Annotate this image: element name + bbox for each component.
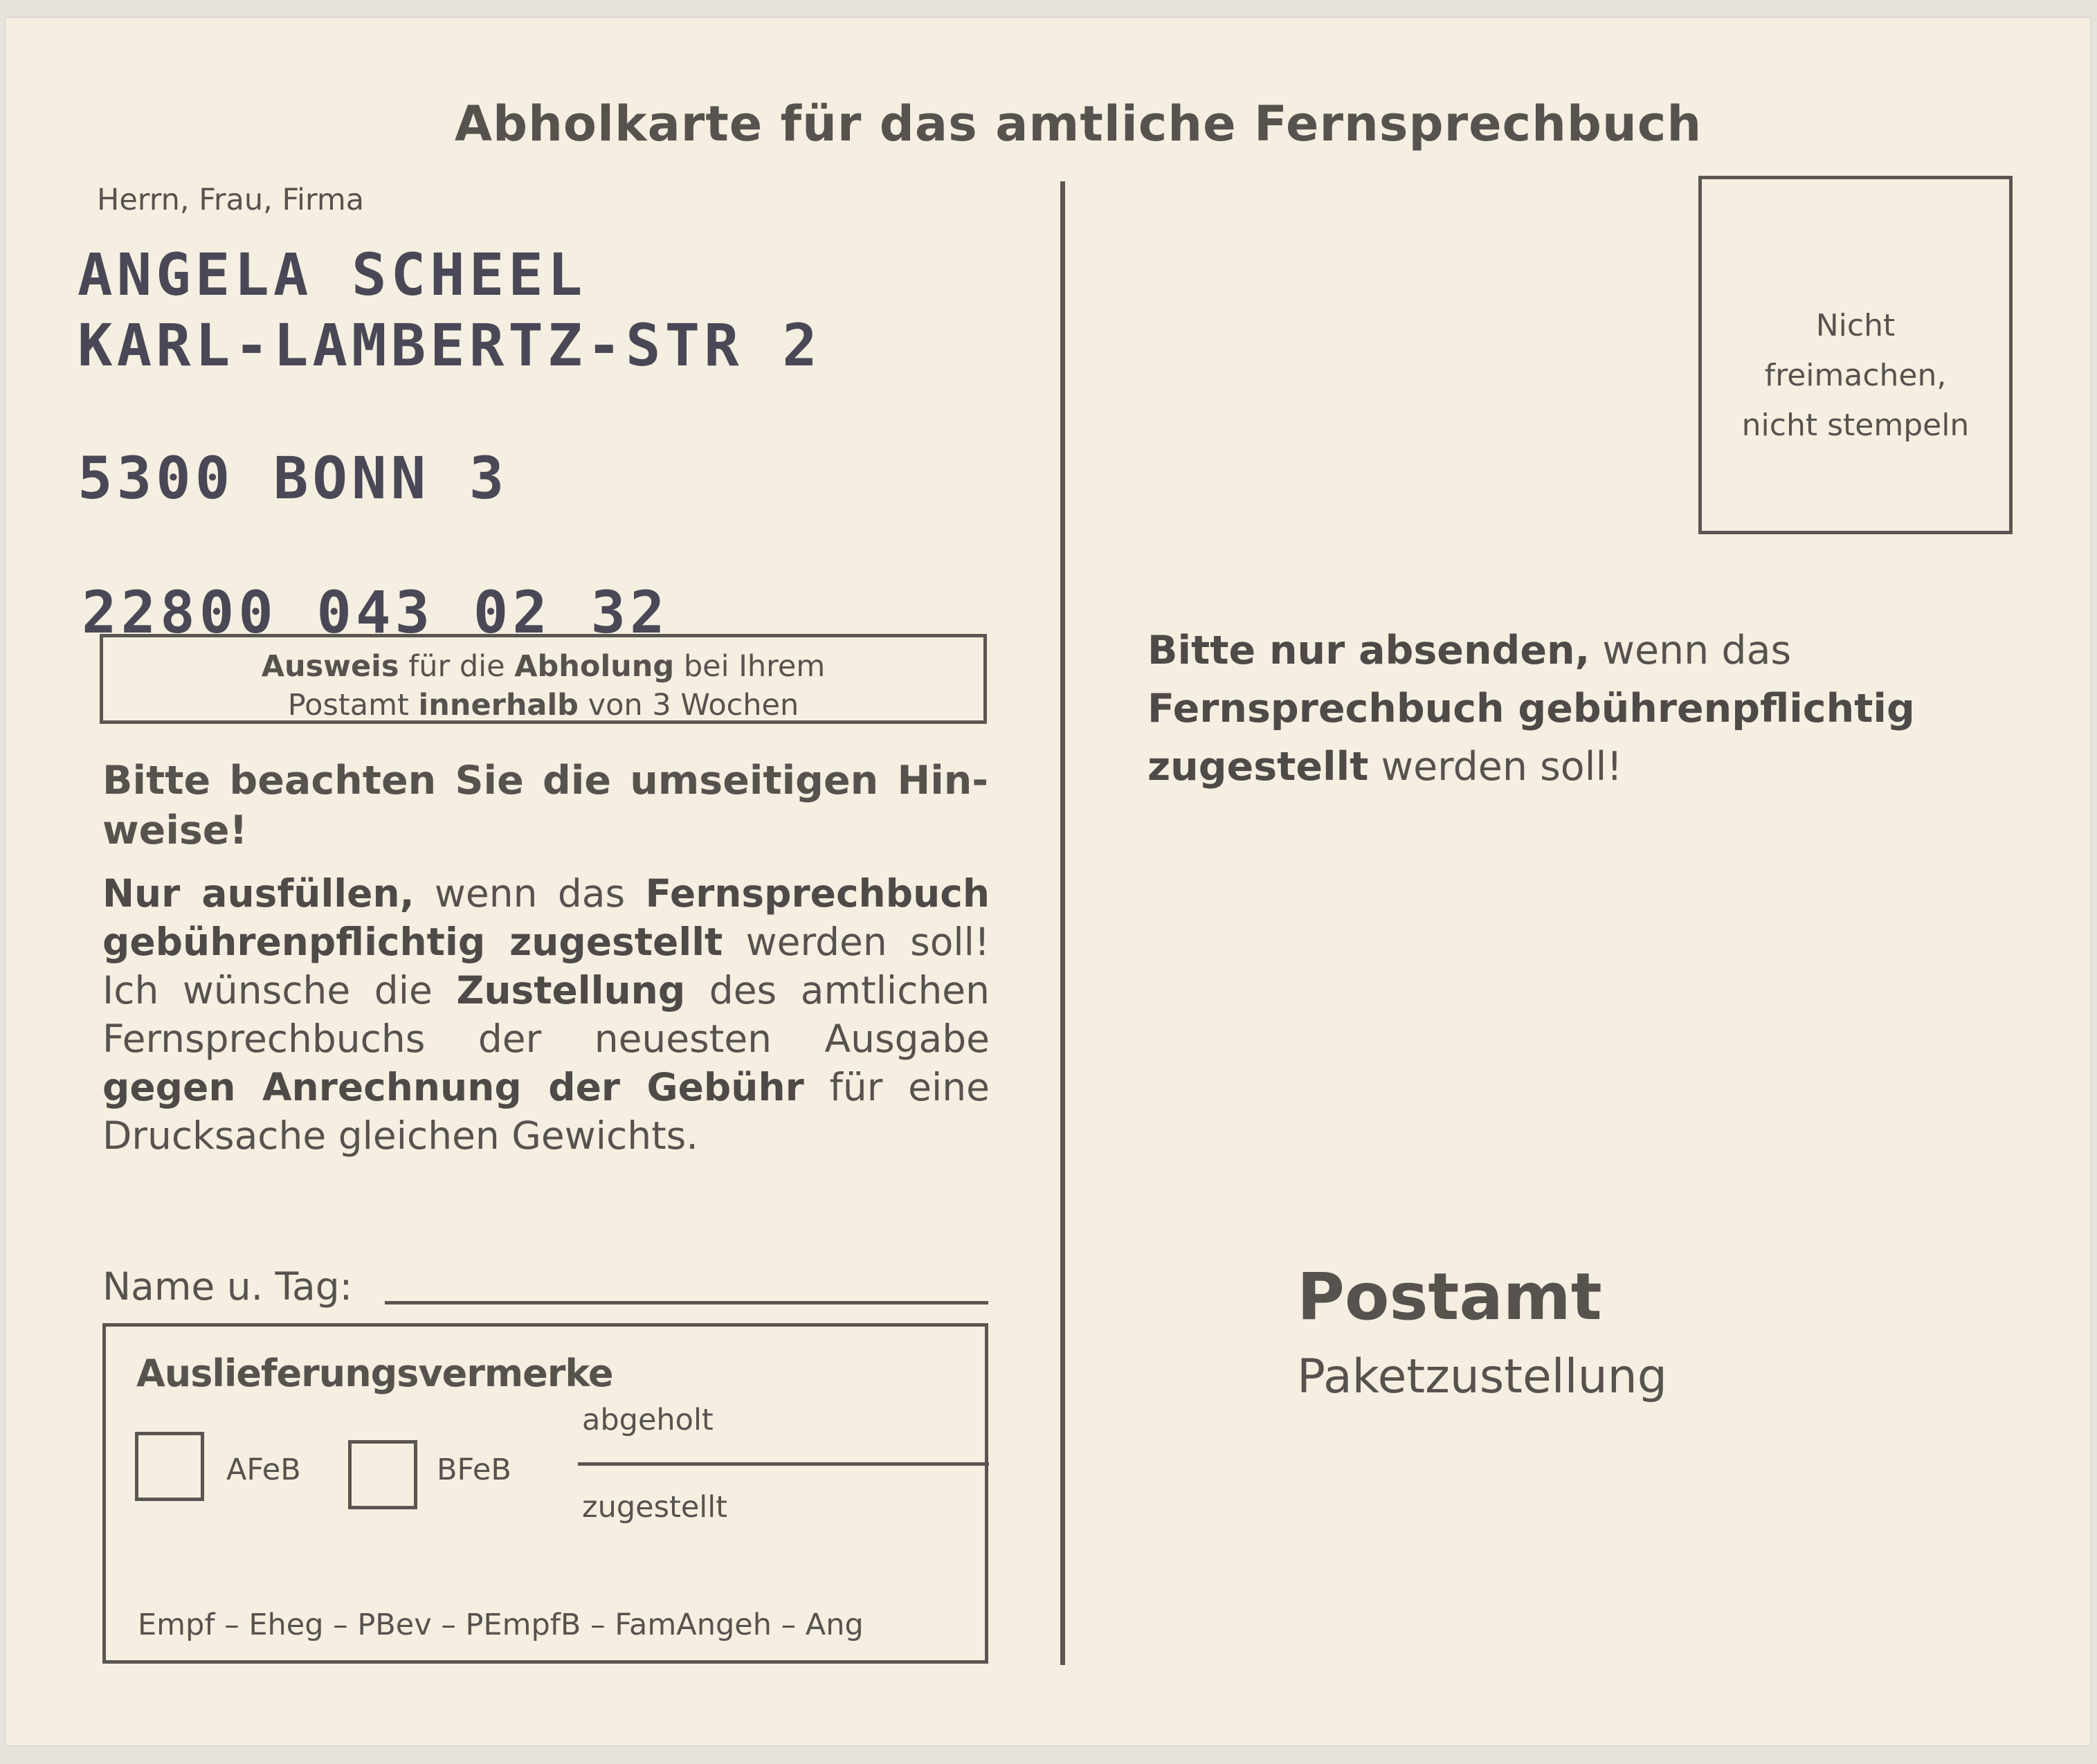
salutation-label: Herrn, Frau, Firma (97, 183, 365, 217)
instructions-text: Nur ausfüllen, wenn das Fernsprechbuch gebührenpflichtig zugestellt werden soll! Ich wünsche die Zustellung des amtlichen Fernsprechbuchs der neuesten Ausgabe gegen Anrechnung der Gebühr für eine Drucksache gleichen Gewichts. (102, 871, 990, 1158)
ausweis-box (100, 634, 987, 724)
ausweis-line-2: Postamt innerhalb von 3 Wochen (287, 688, 799, 722)
delivered-label: zugestellt (582, 1490, 728, 1525)
card-title: Abholkarte für das amtliche Fernsprechbuch (454, 96, 1703, 152)
pickup-card (6, 18, 2090, 1745)
customer-number: 22800 043 02 32 (82, 579, 669, 646)
delivery-divider (578, 1462, 989, 1466)
address-line-city: 5300 BONN 3 (78, 444, 509, 512)
recipient-name: Postamt (1297, 1260, 1602, 1335)
afeb-label: AFeB (226, 1453, 301, 1487)
name-field-line[interactable] (385, 1301, 988, 1304)
address-line-name: ANGELA SCHEEL (78, 241, 587, 309)
picked-up-label: abgeholt (582, 1403, 714, 1437)
recipient-department: Paketzustellung (1297, 1349, 1667, 1404)
delivery-heading: Auslieferungsvermerke (136, 1352, 613, 1395)
ausweis-line-1: Ausweis für die Abholung bei Ihrem (261, 649, 826, 684)
notice-text: Bitte beachten Sie die umseitigen Hin- weise! (102, 758, 988, 853)
delivery-box (102, 1323, 988, 1664)
send-notice: Bitte nur absenden, wenn das Fernsprechbuch gebührenpflichtig zugestellt werden soll! (1147, 628, 1915, 790)
afeb-checkbox[interactable] (135, 1432, 204, 1501)
address-line-street: KARL-LAMBERTZ-STR 2 (78, 311, 821, 379)
bfeb-checkbox[interactable] (348, 1440, 417, 1509)
stamp-box (1698, 176, 2013, 534)
recipient-types: Empf – Eheg – PBev – PEmpfB – FamAngeh – Ang (138, 1608, 864, 1642)
stamp-line-2: freimachen, (1764, 358, 1947, 393)
stamp-line-3: nicht stempeln (1741, 408, 1970, 443)
center-divider (1060, 181, 1065, 1665)
bfeb-label: BFeB (437, 1453, 511, 1487)
stamp-line-1: Nicht (1815, 308, 1896, 343)
name-field-label: Name u. Tag: (102, 1264, 353, 1309)
